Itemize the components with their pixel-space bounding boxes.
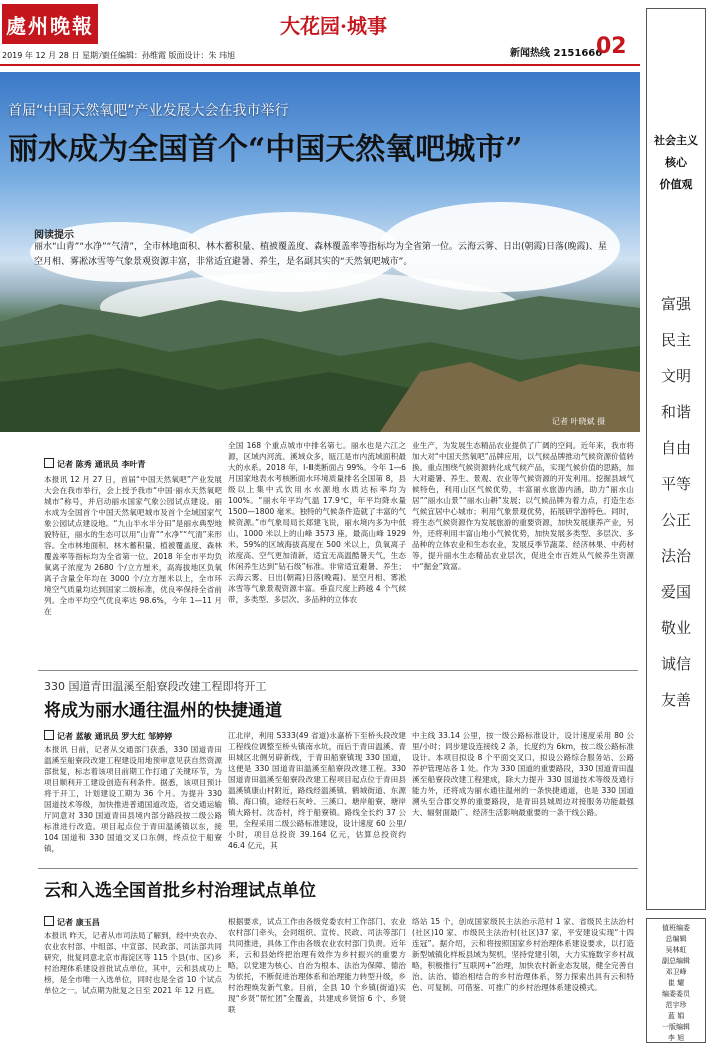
core-value-item: 友善 xyxy=(660,691,691,709)
lead-heading: 阅读提示 xyxy=(34,230,74,241)
credit-line: 崔 耀 xyxy=(667,979,685,987)
hero-subtitle: 首届“中国天然氧吧”产业发展大会在我市举行 xyxy=(8,103,289,119)
article2-column-1: 本报讯 日前，记者从交通部门获悉，330 国道青田温溪至船寮段改建工程建设用地预审意见获自然资源部批复，标志着该项目前期工作打通了关键环节，为项目顺利开工建设创造有利条件。据悉，该项目预计将于开工，计划建设工期为 36 个月。为提升 330 国道技术等级，加快推进普通国道改造，省交通运输厅同意对 330 国道青田县境内部分路段按二级公路标准进行改造。项目起点位于青田温溪镇以东，接 104 国道和 330 国道交叉口东侧，终点位于船寮镇， xyxy=(44,745,222,853)
rail-heading-line: 社会主义 xyxy=(654,134,698,147)
article2-column-2: 江北岸，利用 S333(49 省道)永嘉桥下至桥头段改建工程线位调整至桥头镇南水坑，而后于青田温溪、青田城区北侧另辟新线，于青田船寮镇现 330 国道，这便是 330 国道青田温溪至船寮段改建工程。330 国道青田温溪至船寮段改建工程项目起点位于青田县温溪镇康山村附近，路线经温溪镇、鹤城街道、东源镇、海口镇，途经石灰岭、三溪口、塘岸船寮、塘岸镇大路村、沈岙村，终于船寮镇。路线全长约 37 公里，全程采用二级公路标准建设，设计速度 60 公里/小时，项目总投资 39.164 亿元，估算总投资约 46.4 亿元，其 xyxy=(228,731,406,850)
article1-column-2: 全国 168 个重点城市中排名第七。丽水也是六江之源，区域内河流、溪域众多，瓯江是市内流域面积最大的水系。2018 年，Ⅰ-Ⅲ类断面占 99%。今年 1—6 月国家地表水考核断面水环境质量排名全国第 8，县级以上集中式饮用水水源地水质达标率均为 100%。“丽水年平均气温 17.9℃，年平均降水量 1500—1800 毫米。独特的气候条件造就了丰富的气候资源。”市气象局局长郑建飞说，丽水境内多为中低山，1000 米以上的山峰 3573 座，最高山峰 1929 米，59%的区域海拔高度在 500 米以上，负氧离子浓度高、空气更加清新，适宜无高温酷暑天气，生态休闲养生达到“钻石级”标准。非常适宜避暑、养生；云海云雾、日出(朝霞)日落(晚霞)、星空月相、雾凇冰雪等气象景观资源丰富。垂直尺度上跨越 4 个气候带，多类型、多层次、多品种的立体农 xyxy=(228,441,406,604)
core-value-item: 富强 xyxy=(660,295,691,313)
core-value-item: 公正 xyxy=(660,511,691,529)
core-value-item: 爱国 xyxy=(660,583,691,601)
article3-column-1: 本报讯 昨天，记者从市司法局了解到，经中央农办、农业农村部、中组部、中宣部、民政部、司法部共同研究，批复同意北京市海淀区等 115 个县(市、区)乡村治理体系建设首批试点单位，其中，云和县成功上榜，是全市唯一入选单位，同时也是全省 10 个试点单位之一。试点期为批复之日至 2021 年 12 月底。 xyxy=(44,931,222,995)
article3-column-3: 络站 15 个，创成国家级民主法治示范村 1 家、省级民主法治村(社区)10 家、市级民主法治村(社区)37 家，平安建设实现“十四连冠”。据介绍，云和将按照国家乡村治理体系建设要求，以打造新型城镇化样板县域为契机，坚持党建引领，大力实施数字乡村战略，积极推行“互联网+”治理，加快农村新业态发展，健全完善自治、法治、德治相结合的乡村治理体系，努力探索出具有云和特色、可复制、可借鉴、可推广的乡村治理体系建设模式。 xyxy=(412,917,634,992)
editor-credits: 责任编辑：孙维霞 版面设计：朱 玮旭 xyxy=(102,51,236,60)
page-number: 02 xyxy=(596,34,627,59)
divider xyxy=(38,868,638,869)
credit-line: 邓卫峰 xyxy=(665,968,687,976)
credit-line: 总编辑 xyxy=(665,935,687,943)
article1-byline xyxy=(44,458,145,470)
article2-subtitle: 330 国道青田温溪至船寮段改建工程即将开工 xyxy=(44,680,267,693)
article2-column-3: 中主线 33.14 公里，按一级公路标准设计，设计速度采用 80 公里/小时；同步建设连接线 2 条，长度约为 6km，按二级公路标准设计。本项目拟设 8 个平面交叉口，拟设公路综合服务站、公路养护管理站各 1 处。作为 330 国道的重要路段，330 国道青田温溪至船寮段改建工程建成，除大力提升 330 国道技术等级及通行能力外，还将成为丽水通往温州的一条快捷通道，也是 330 国道溯头至合郡交界的重要路段，是青田县城周边对接服务功能最强大、辐射面最广、经济生活影响最重要的一条干线公路。 xyxy=(412,731,634,817)
article2-headline: 将成为丽水通往温州的快捷通道 xyxy=(44,701,282,721)
article2-byline xyxy=(44,730,172,742)
lead-paragraph: 丽水“山青”“水净”“气清”，全市林地面积、林木蓄积量、植被覆盖度、森林覆盖率等指标均为全省第一位。云海云雾、日出(朝霞)日落(晚霞)、星空月相、雾凇冰雪等气象景观资源丰富，非常适宜避暑、养生，是名副其实的“天然氧吧城市”。 xyxy=(34,242,608,267)
section-title: 大花园·城事 xyxy=(280,14,387,38)
core-value-item: 自由 xyxy=(660,439,691,457)
hero-headline: 丽水成为全国首个“中国天然氧吧城市” xyxy=(8,132,523,167)
article3-byline xyxy=(44,916,100,928)
article1-column-1: 本报讯 12 月 27 日，首届“中国天然氧吧”产业发展大会在我市举行，会上授予我市“中国·丽水天然氧吧城市”称号，并启动丽水国家气象公园试点建设。丽水成为全国首个中国天然氧吧城市及首个全域国家气象公园试点建设地。“九山半水半分田”是丽水典型地貌特征，丽水的生态可以用“山青”“水净”“气清”来形容。全市林地面积、林木蓄积量、植被覆盖度、森林覆盖率等指标均为全省第一位。2018 年全市平均负氧离子浓度为 2680 个/立方厘米，高海拔地区负氧离子含量全年均在 3000 个/立方厘米以上，全市环境空气质量均达到国家二级标准，优良率保持全省前列。全市平均空气优良率达 98.6%，今年 1—11 月在 xyxy=(44,475,222,616)
core-values-heading xyxy=(648,130,704,196)
duty-editors-box xyxy=(646,918,706,1043)
masthead-rule xyxy=(0,64,640,66)
photo-credit: 记者 叶晓斌 摄 xyxy=(552,417,606,426)
core-value-item: 诚信 xyxy=(660,655,691,673)
rail-heading-line: 价值观 xyxy=(659,178,693,191)
core-value-item: 平等 xyxy=(660,475,691,493)
core-value-item: 和谐 xyxy=(660,403,691,421)
core-value-item: 民主 xyxy=(660,331,691,349)
box-icon xyxy=(44,458,54,468)
article3-column-2: 根据要求，试点工作由各级党委农村工作部门、农业农村部门牵头，会同组织、宣传、民政、司法等部门共同推进，具体工作由各级农业农村部门负责。近年来，云和县始终把治理有效作为乡村振兴的重要方略，以党建为核心、自治为根本、法治为保障、德治为依托，不断促进治理体系和治理能力转型升级，乡村治理焕发新气象。目前，全县 10 个乡镇(街道)实现“乡贤”帮忙团”全覆盖，共建成乡贤馆 6 个、乡贤联 xyxy=(228,917,406,1014)
credit-line: 范宇珍 xyxy=(665,1001,687,1009)
rail-heading-line: 核心 xyxy=(665,156,687,169)
byline-text: 记者 陈秀 通讯员 李叶青 xyxy=(57,460,146,469)
byline-text: 记者 蓝敏 通讯员 罗大红 邹婷婷 xyxy=(57,732,173,741)
newspaper-logo: 處州晚報 xyxy=(2,4,98,44)
core-value-item: 文明 xyxy=(660,367,691,385)
article3-headline: 云和入选全国首批乡村治理试点单位 xyxy=(44,881,316,901)
core-values-list xyxy=(648,286,704,718)
masthead xyxy=(0,0,708,66)
divider xyxy=(38,670,638,671)
credit-line: 一版编辑 xyxy=(662,1023,690,1031)
credit-line: 值班编委 xyxy=(662,924,690,932)
credit-line: 蓝 娟 xyxy=(667,1012,685,1020)
byline-text: 记者 康玉昌 xyxy=(57,918,100,927)
box-icon xyxy=(44,730,54,740)
article1-column-3: 业生产，为发展生态精品农业提供了广阔的空间。近年来，我市将加大对“中国天然氧吧”品牌应用，以气候品牌推动气候资源价值转换。重点围绕气候资源转化成气候产品，实现气候价值的思路，加大对避暑、养生、景观、农业等气候资源的开发利用。挖掘县域气候特色，利用山区气候优势，丰富丽水旅游内涵，助力“丽水山居”“丽水山景”“丽水山耕”发展；以气候品牌为着力点，打造生态气候宜居中心城市；利用气象景观优势，拓展研学游特色。同时，将生态气候资源作为发展旅游的重要资源，加快发展康养产业，另外，还将利用丰富山地小气候优势，加快发展多类型、多层次、多品种的立体农业和生态农业，发展反季节蔬菜、经济林果、中药材等，提升丽水生态精品农业层次，促进全市百姓从气候养生资源中“掘金”致富。 xyxy=(412,441,634,571)
dateline: 2019 年 12 月 28 日 星期六 xyxy=(2,51,106,60)
credit-line: 编委委员 xyxy=(662,990,690,998)
core-value-item: 法治 xyxy=(660,547,691,565)
core-value-item: 敬业 xyxy=(660,619,691,637)
box-icon xyxy=(44,916,54,926)
credit-line: 吴林虹 xyxy=(665,946,687,954)
news-hotline: 新闻热线 2151666 xyxy=(510,48,603,59)
credit-line: 李 旭 xyxy=(667,1034,685,1042)
credit-line: 副总编辑 xyxy=(662,957,690,965)
